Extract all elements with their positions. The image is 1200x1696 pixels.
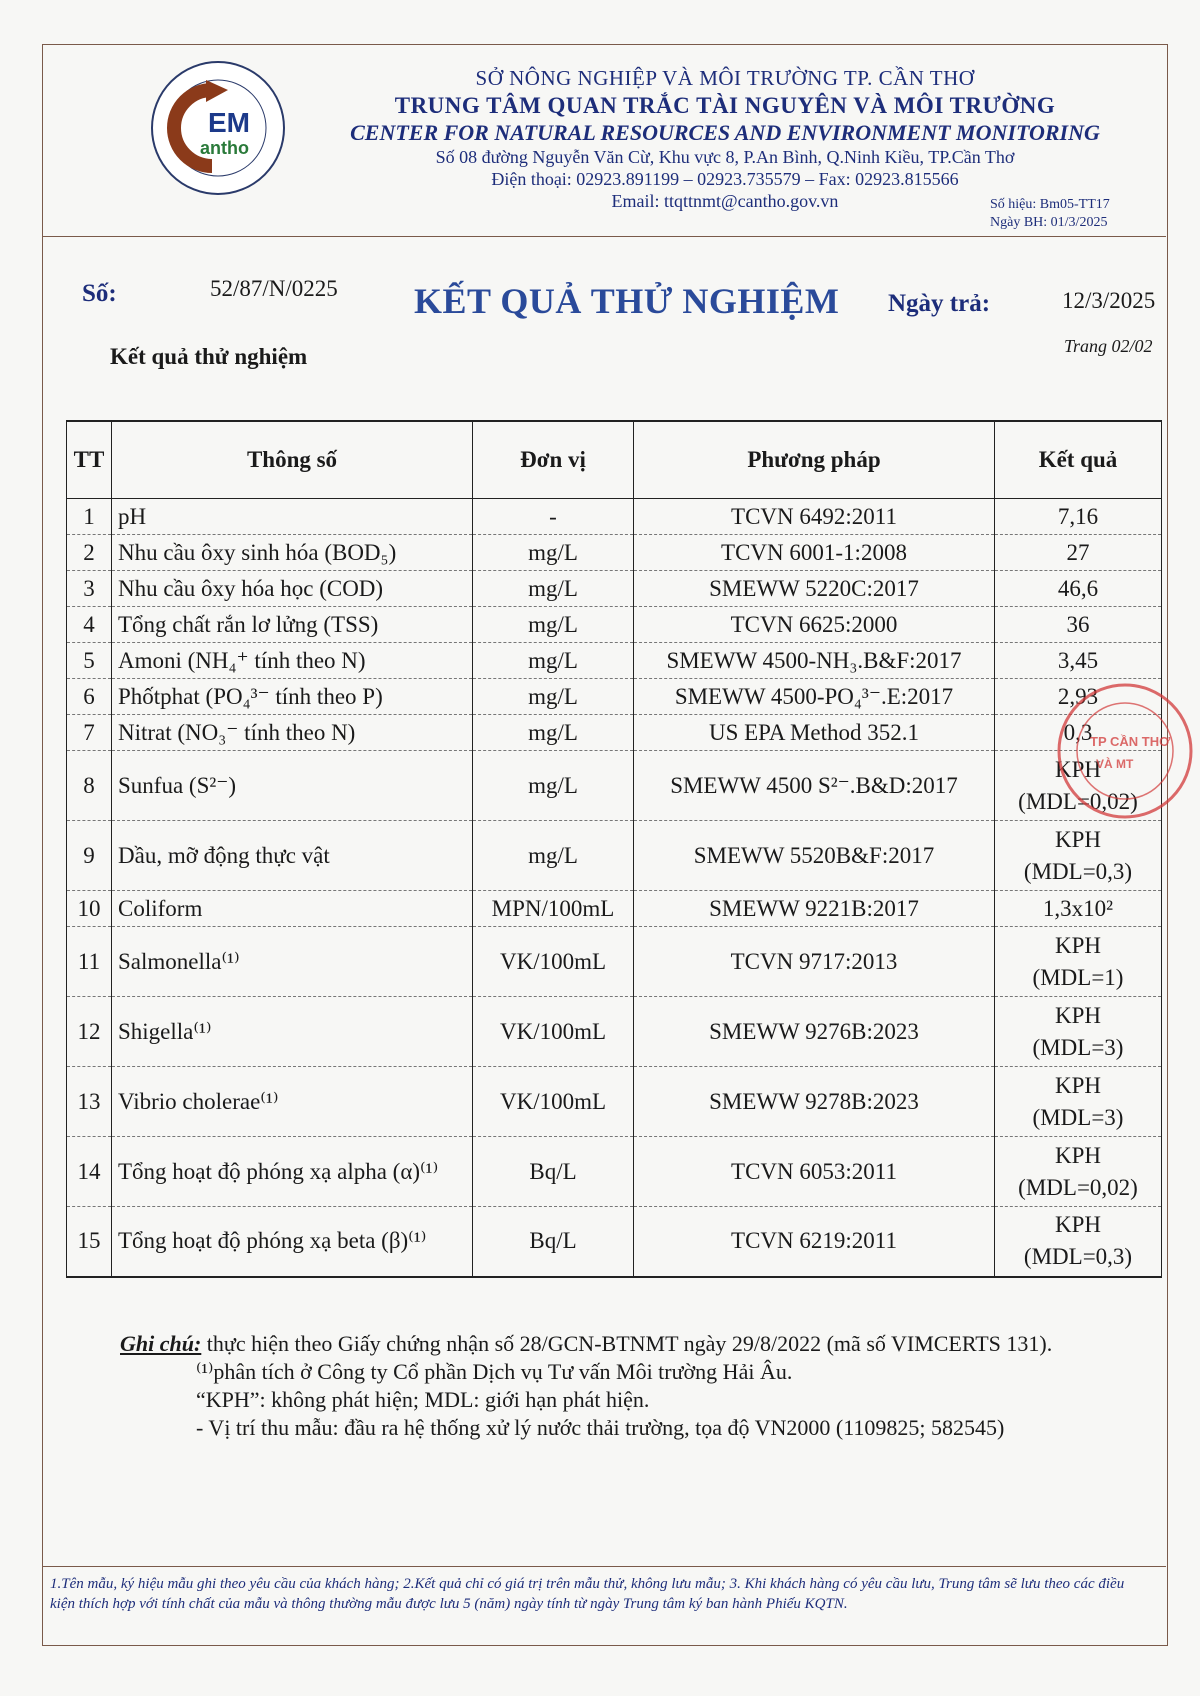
row-result-line: (MDL=0,02) [1018,788,1138,814]
row-method: SMEWW 9221B:2017 [634,891,995,927]
table-row [67,1137,1162,1207]
row-param: Sunfua (S²⁻) [112,751,473,821]
row-result [995,571,1162,607]
col-header-unit: Đơn vị [473,421,634,499]
row-result-line: (MDL=0,3) [1023,858,1133,884]
row-unit: mg/L [473,607,634,643]
form-number: Số hiệu: Bm05-TT17 [990,197,1110,212]
row-result-line: KPH [1054,1002,1101,1028]
row-param: Shigella⁽¹⁾ [112,997,473,1067]
table-row [67,821,1162,891]
note-certificate: thực hiện theo Giấy chứng nhận số 28/GCN-BTNMT ngày 29/8/2022 (mã số VIMCERTS 131). [206,1331,1053,1356]
table-row [67,751,1162,821]
table-row [67,571,1162,607]
row-result-line: (MDL=0,3) [1023,1244,1133,1270]
row-result-line: 3,45 [1057,647,1099,673]
table-row [67,997,1162,1067]
center-phone: Điện thoại: 02923.891199 – 02923.735579 – Fax: 02923.815566 [491,169,959,189]
row-result [995,499,1162,535]
table-row [67,1067,1162,1137]
row-param: Dầu, mỡ động thực vật [112,821,473,891]
page-number: Trang 02/02 [1064,336,1153,356]
row-result-line: 2,93 [1057,683,1099,709]
row-result-line: KPH [1054,1142,1101,1168]
footer-disclaimer: 1.Tên mẫu, ký hiệu mẫu ghi theo yêu cầu của khách hàng; 2.Kết quả chỉ có giá trị trên mẫu thử, không lưu mẫu; 3. Khi khách hàng có yêu cầu lưu, Trung tâm sẽ lưu theo các điều kiện thích hợp với tính chất của mẫu và thông thường mẫu được lưu 5 (năm) ngày tính từ ngày Trung tâm ký ban hành Phiếu KQTN. [50,1576,1125,1612]
svg-text:EM: EM [208,107,250,138]
note-location: - Vị trí thu mẫu: đầu ra hệ thống xử lý nước thải trường, tọa độ VN2000 (1109825; 582545) [196,1415,1005,1440]
row-result-line: KPH [1054,826,1101,852]
row-param: Coliform [112,891,473,927]
row-result-line: 46,6 [1057,575,1099,601]
row-param: Tổng chất rắn lơ lửng (TSS) [112,607,473,643]
row-result-line: (MDL=1) [1032,964,1124,990]
row-tt: 5 [67,643,112,679]
row-method: TCVN 6492:2011 [634,499,995,535]
row-result-line: (MDL=0,02) [1018,1174,1138,1200]
notes [120,1330,1052,1442]
table-body [67,499,1162,1277]
row-method: SMEWW 4500 S²⁻.B&D:2017 [634,751,995,821]
row-result-line: 27 [1066,539,1090,565]
doc-number: 52/87/N/0225 [210,276,338,301]
row-result-line: (MDL=3) [1032,1104,1124,1130]
row-tt: 1 [67,499,112,535]
table-row [67,643,1162,679]
row-unit: mg/L [473,643,634,679]
row-param: Nhu cầu ôxy hóa học (COD) [112,571,473,607]
svg-text:TP CẦN THƠ: TP CẦN THƠ [1090,734,1171,749]
row-method: TCVN 6219:2011 [634,1207,995,1277]
row-tt: 4 [67,607,112,643]
form-issue-date: Ngày BH: 01/3/2025 [990,215,1108,230]
table-row [67,607,1162,643]
row-method: SMEWW 5220C:2017 [634,571,995,607]
row-tt: 7 [67,715,112,751]
row-result-line: 0,3 [1063,719,1093,745]
table-row [67,1207,1162,1277]
return-date: 12/3/2025 [1062,288,1156,313]
form-code [990,196,1110,232]
row-method: SMEWW 5520B&F:2017 [634,821,995,891]
doc-number-label: Số: [82,280,117,307]
notes-label: Ghi chú: [120,1331,202,1356]
results-table [66,420,1162,1278]
row-result-line: KPH [1054,756,1101,782]
svg-text:VÀ MT: VÀ MT [1096,757,1134,771]
row-param: Nhu cầu ôxy sinh hóa (BOD₅) [112,535,473,571]
row-unit: - [473,499,634,535]
row-param: Tổng hoạt độ phóng xạ beta (β)⁽¹⁾ [112,1207,473,1277]
row-result-line: 36 [1066,611,1090,637]
footer-divider [42,1566,1166,1567]
section-heading: Kết quả thử nghiệm [110,344,308,369]
row-unit: mg/L [473,535,634,571]
row-result-line: 1,3x10² [1042,895,1114,921]
row-unit: Bq/L [473,1207,634,1277]
row-method: SMEWW 4500-NH₃.B&F:2017 [634,643,995,679]
row-result-line: KPH [1054,1072,1101,1098]
row-result-line: 7,16 [1057,503,1099,529]
organization-header [290,66,1160,212]
row-tt: 15 [67,1207,112,1277]
row-tt: 9 [67,821,112,891]
row-unit: VK/100mL [473,927,634,997]
row-result [995,1207,1162,1277]
header-divider [42,236,1166,237]
page-title: KẾT QUẢ THỬ NGHIỆM [414,281,840,321]
table-row [67,499,1162,535]
center-name-vn: TRUNG TÂM QUAN TRẮC TÀI NGUYÊN VÀ MÔI TRƯỜNG [394,93,1056,118]
row-unit: MPN/100mL [473,891,634,927]
row-method: US EPA Method 352.1 [634,715,995,751]
department-name: SỞ NÔNG NGHIỆP VÀ MÔI TRƯỜNG TP. CẦN THƠ [475,66,975,90]
note-subcontract: ⁽¹⁾phân tích ở Công ty Cổ phần Dịch vụ Tư vấn Môi trường Hải Âu. [196,1359,793,1384]
row-method: SMEWW 9276B:2023 [634,997,995,1067]
row-unit: VK/100mL [473,1067,634,1137]
row-param: Phốtphat (PO₄³⁻ tính theo P) [112,679,473,715]
cem-cantho-logo-icon [148,58,288,198]
row-tt: 10 [67,891,112,927]
row-tt: 11 [67,927,112,997]
row-tt: 6 [67,679,112,715]
col-header-param: Thông số [112,421,473,499]
row-result [995,927,1162,997]
row-unit: mg/L [473,715,634,751]
row-result [995,643,1162,679]
center-email: Email: ttqttnmt@cantho.gov.vn [611,191,839,211]
row-result [995,891,1162,927]
center-address: Số 08 đường Nguyễn Văn Cừ, Khu vực 8, P.An Bình, Q.Ninh Kiều, TP.Cần Thơ [435,147,1015,167]
row-tt: 8 [67,751,112,821]
row-unit: mg/L [473,679,634,715]
row-method: TCVN 6625:2000 [634,607,995,643]
row-method: TCVN 6001-1:2008 [634,535,995,571]
table-row [67,715,1162,751]
row-result [995,821,1162,891]
row-result [995,535,1162,571]
row-param: Vibrio cholerae⁽¹⁾ [112,1067,473,1137]
row-result-line: (MDL=3) [1032,1034,1124,1060]
table-row [67,891,1162,927]
row-unit: mg/L [473,751,634,821]
row-result [995,1137,1162,1207]
row-result [995,607,1162,643]
row-method: SMEWW 4500-PO₄³⁻.E:2017 [634,679,995,715]
row-param: Tổng hoạt độ phóng xạ alpha (α)⁽¹⁾ [112,1137,473,1207]
row-param: Salmonella⁽¹⁾ [112,927,473,997]
red-seal-stamp-icon [1050,676,1200,826]
row-method: SMEWW 9278B:2023 [634,1067,995,1137]
row-tt: 14 [67,1137,112,1207]
row-unit: mg/L [473,571,634,607]
row-result-line: KPH [1054,1212,1101,1238]
table-row [67,535,1162,571]
row-param: Amoni (NH₄⁺ tính theo N) [112,643,473,679]
row-tt: 3 [67,571,112,607]
col-header-tt: TT [67,421,112,499]
row-method: TCVN 6053:2011 [634,1137,995,1207]
row-method: TCVN 9717:2013 [634,927,995,997]
row-unit: VK/100mL [473,997,634,1067]
row-tt: 2 [67,535,112,571]
row-param: pH [112,499,473,535]
table-header-row [67,421,1162,499]
row-result [995,1067,1162,1137]
center-name-en: CENTER FOR NATURAL RESOURCES AND ENVIRONMENT MONITORING [350,120,1100,145]
row-param: Nitrat (NO₃⁻ tính theo N) [112,715,473,751]
svg-text:antho: antho [200,138,249,158]
table-row [67,927,1162,997]
note-kph: “KPH”: không phát hiện; MDL: giới hạn phát hiện. [196,1387,650,1412]
row-tt: 12 [67,997,112,1067]
return-date-label: Ngày trả: [888,290,991,317]
row-result [995,997,1162,1067]
row-unit: Bq/L [473,1137,634,1207]
col-header-method: Phương pháp [634,421,995,499]
table-row [67,679,1162,715]
col-header-result: Kết quả [995,421,1162,499]
row-unit: mg/L [473,821,634,891]
row-tt: 13 [67,1067,112,1137]
row-result-line: KPH [1054,932,1101,958]
